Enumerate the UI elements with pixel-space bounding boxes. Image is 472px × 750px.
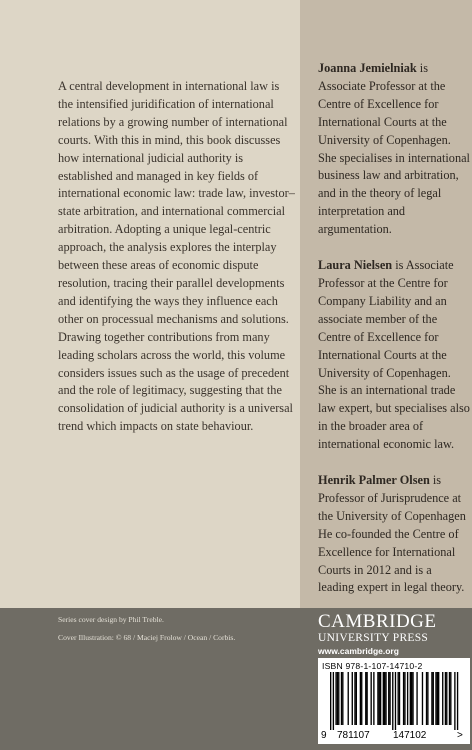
barcode-bar — [335, 672, 336, 725]
barcode-bar — [426, 672, 427, 725]
barcode-bar — [404, 672, 405, 725]
barcode-bar — [449, 672, 450, 725]
barcode-bar — [410, 672, 411, 725]
barcode-bar — [435, 672, 436, 725]
barcode-bar — [395, 672, 396, 730]
cover-credits — [58, 614, 235, 650]
barcode-bar — [330, 672, 331, 730]
barcode-bar — [450, 672, 451, 725]
barcode-bar — [442, 672, 443, 725]
author-bio-text: is Professor of Jurisprudence at the University of Copenhagen He co-founded the Centre of Excellence for International Courts in 2012 and is a leading expert in legal theory. — [318, 473, 466, 595]
barcode-bar — [445, 672, 446, 725]
barcode-bar — [384, 672, 385, 725]
barcode-bar — [361, 672, 362, 725]
barcode-bar — [437, 672, 438, 725]
barcode-bar — [383, 672, 384, 725]
barcode-bar — [371, 672, 372, 725]
barcode-bar — [392, 672, 393, 730]
illustration-credit: Cover Illustration: © 68 / Maciej Frolow / Ocean / Corbis. — [58, 633, 236, 642]
barcode-bar — [403, 672, 404, 725]
barcode-bar — [365, 672, 366, 725]
author-bio-text: is Associate Professor at the Centre for Company Liability and an associate member of the Centre of Excellence for International Courts at the University of Copenhagen. She is an international trade law expert, but specialises also in the broader area of international economic law. — [318, 258, 470, 452]
barcode-bar — [356, 672, 357, 725]
isbn-label: ISBN 978-1-107-14710-2 — [322, 661, 423, 671]
barcode-bar — [399, 672, 400, 725]
barcode-bar — [379, 672, 380, 725]
barcode-bar — [377, 672, 378, 725]
author-name: Henrik Palmer Olsen — [318, 473, 430, 488]
author-name: Joanna Jemielniak — [318, 61, 417, 75]
barcode-bar — [354, 672, 355, 725]
barcode-bar — [431, 672, 432, 725]
barcode-bar — [366, 672, 367, 725]
barcode-bar — [385, 672, 386, 725]
barcode-right-digits: 147102 — [393, 730, 427, 741]
barcode-bar — [407, 672, 408, 725]
barcode-bar — [342, 672, 343, 725]
author-bio — [318, 472, 470, 597]
barcode-bar — [427, 672, 428, 725]
barcode-left-digits: 781107 — [337, 730, 370, 741]
author-bios — [318, 60, 470, 615]
publisher-name: CAMBRIDGE — [318, 611, 437, 632]
barcode-bar — [373, 672, 374, 725]
barcode-bar — [411, 672, 412, 725]
barcode-bar — [416, 672, 417, 725]
author-name: Laura Nielsen — [318, 258, 393, 273]
publisher-url: www.cambridge.org — [318, 646, 399, 656]
barcode-bar — [338, 672, 339, 725]
barcode-bar — [360, 672, 361, 725]
publisher-press: UNIVERSITY PRESS — [318, 632, 429, 644]
barcode-bar — [348, 672, 349, 725]
book-blurb: A central development in international law is the intensified juridification of international relations by a growing number of international courts. With this in mind, this book discusses how international judicial authority is established and managed in key fields of international economic law: trade law, investor–state arbitration, and international commercial arbitration. Adopting a unique legal-centric approach, the analysis explores the interplay between these areas of economic dispute resolution, tracing their parallel developments and identifying the ways they influence each other on processual mechanisms and solutions. Drawing together contributions from many leading scholars across the world, this volume considers issues such as the usage of precedent and the role of legitimacy, suggesting that the consolidation of judicial authority is a universal trend which impacts on state behaviour. — [58, 79, 295, 434]
barcode-bar — [333, 672, 334, 730]
barcode-bar — [422, 672, 423, 725]
isbn-barcode — [318, 658, 470, 744]
barcode-bar — [457, 672, 458, 730]
barcode-bar — [352, 672, 353, 725]
barcode-bar — [388, 672, 389, 725]
series-design-credit: Series cover design by Phil Treble. — [58, 615, 164, 624]
author-bio-text: is Associate Professor at the Centre of Excellence for International Courts at the University of Copenhagen. She specialises in international business law and arbitration, and in the theory of legal interpretation and argumentation. — [318, 61, 470, 237]
barcode-bars-icon — [318, 672, 470, 730]
publisher-logo — [318, 612, 470, 657]
barcode-bar — [389, 672, 390, 725]
barcode-bar — [380, 672, 381, 725]
barcode-lead-digit: 9 — [321, 730, 327, 741]
author-bio — [318, 257, 470, 454]
barcode-bar — [454, 672, 455, 730]
barcode-bar — [433, 672, 434, 725]
barcode-bar — [446, 672, 447, 725]
barcode-bar — [398, 672, 399, 725]
barcode-addon-symbol: > — [457, 730, 463, 741]
barcode-bar — [412, 672, 413, 725]
barcode-bar — [337, 672, 338, 725]
barcode-bar — [438, 672, 439, 725]
author-bio — [318, 60, 470, 239]
barcode-bar — [341, 672, 342, 725]
